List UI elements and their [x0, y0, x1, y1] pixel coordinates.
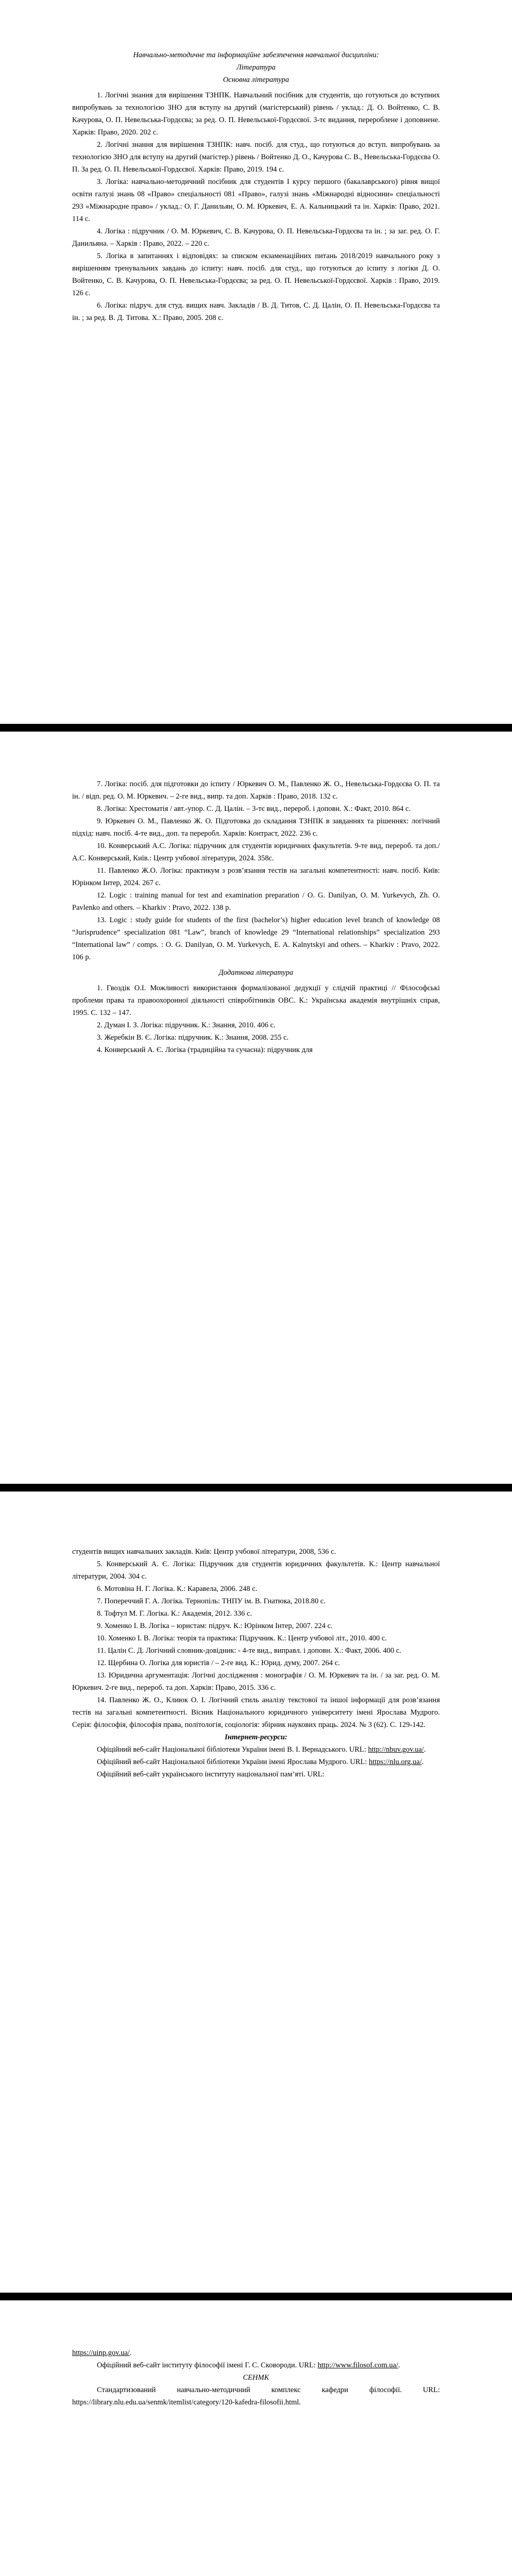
additional-lit-item: 8. Тофтул М. Г. Логіка. К.: Академія, 2012. 336 с. — [97, 1609, 252, 1618]
internet-resource-continuation: https://uinp.gov.ua/. — [72, 2349, 132, 2357]
additional-lit-continuation: студентів вищих навчальних закладів. Київ: Центр учбової літератури, 2008, 536 с. — [72, 1548, 336, 1556]
additional-lit-item: 12. Щербина О. Логіка для юристів / – 2-ге вид. К.: Юрид. думу, 2007. 264 с. — [97, 1659, 340, 1667]
internet-resource-link[interactable]: https://nlu.org.ua/ — [369, 1758, 422, 1766]
section-title: Література — [236, 63, 276, 72]
senmk-title: СЕНМК — [243, 2374, 269, 2382]
internet-resource-link[interactable]: https://uinp.gov.ua/ — [72, 2349, 130, 2357]
internet-resource-link[interactable]: http://www.filosof.com.ua/ — [317, 2361, 399, 2369]
additional-lit-item: 3. Жеребкін В. Є. Логіка: підручник. К.: Знання, 2008. 255 с. — [97, 1033, 289, 1042]
page-2 — [0, 732, 512, 1484]
main-lit-item: 11. Павленко Ж.О. Логіка: практикум з розв’язання тестів на загальні компетентності: навч. посіб. Київ: Юрінком Інтер, 2024. 267 с. — [72, 867, 440, 887]
main-lit-item: 12. Logic : training manual for test and examination preparation / O. G. Danilyan, O. M. Yurkevych, Zh. O. Pavlenko and others. – Kharkiv : Pravo, 2022. 138 p. — [72, 891, 440, 912]
additional-lit-item: 1. Гвоздік О.І. Можливості використання формалізованої дедукції у слідчій практиці // Філософські проблеми права та правоохоронної діяльності співробітників ОВС. К.: Українська академія внутрішніх справ, 1995. С. 132 – 147. — [72, 984, 440, 1017]
page-4 — [0, 2300, 512, 2576]
internet-resource: Офіційний веб-сайт Національної бібліотеки України імені В. І. Вернадського. URL: http://nbuv.gov.ua/. — [97, 1745, 426, 1754]
internet-resource — [72, 1768, 440, 1781]
page-separator-3 — [0, 2293, 512, 2300]
internet-resource: Офіційний веб-сайт інституту філософії імені Г. С. Сковороди. URL: http://www.filosof.com.ua/. — [97, 2361, 400, 2369]
main-lit-item: 6. Логіка: підруч. для студ. вищих навч. Закладів / В. Д. Титов, С. Д. Цалін, О. П. Невельська-Гордєєва та ін. ; за ред. В. Д. Титова. Х.: Право, 2005. 208 с. — [72, 301, 440, 322]
main-lit-item: 10. Конверський А.С. Логіка: підручник для студентів юридичних факультетів. 9-те вид, перероб. та доп./ А.С. Конверський, Київ.: Центр учбової літератури, 2024. 358с. — [72, 842, 440, 862]
additional-lit-item: 13. Юридична аргументація: Логічні дослідження : монографія / О. М. Юркевич та ін. / за заг. ред. О. М. Юркевич. 2-ге вид., перероб. та доп. Харків: Право, 2015. 336 с. — [72, 1671, 440, 1692]
additional-lit-item: 4. Конверський А. Є. Логіка (традиційна та сучасна): підручник для — [97, 1046, 313, 1054]
additional-lit-item: 14. Павленко Ж. О., Клиюк О. І. Логічний стиль аналізу текстової та іншої інформації для розв’язання тестів на загальні компетентності. Вісник Національного юридичного університету імені Ярослава Мудрого. Серія: філософія, філософія права, політологія, соціологія: збірник наукових праць. 2024. № 3 (62). С. 129-142. — [72, 1696, 440, 1729]
page-1 — [0, 0, 512, 724]
page-separator-1 — [0, 724, 512, 732]
additional-lit-item: 10. Хоменко І. В. Логіка: теорія та практика: Підручник. К.: Центр учбової літ., 2010. 400 с. — [97, 1634, 387, 1642]
additional-lit-item: 5. Конверський А. Є. Логіка: Підручник для студентів юридичних факультетів. К.: Центр навчальної літератури, 2004. 304 с. — [72, 1560, 440, 1581]
additional-lit-item: 7. Попереччий Г. А. Логіка. Тернопіль: ТНПУ ім. В. Гнатюка, 2018.80 с. — [97, 1597, 326, 1605]
internet-resource-text: Офіційний веб-сайт Національної бібліотеки України імені В. І. Вернадського. URL: — [97, 1745, 368, 1754]
main-lit-item: 3. Логіка: навчально-методичний посібник для студентів І курсу першого (бакалаврського) рівня вищої освіти галузі знань 08 «Право» спеціальності 081 «Право», галузі знань «Міжнародні відносини» спеціальності 293 «Міжнародне право» / уклад.: О. Г. Данильян, О. М. Юркевич, Е. А. Кальницький та ін. Харків: Право, 2021. 114 с. — [72, 178, 440, 223]
internet-resource: Офіційний веб-сайт Національної бібліотеки України імені Ярослава Мудрого. URL: https://nlu.org.ua/. — [97, 1758, 424, 1766]
page-separator-2 — [0, 1484, 512, 1492]
internet-resource-link[interactable]: http://nbuv.gov.ua/ — [368, 1745, 424, 1754]
main-lit-item: 13. Logic : study guide for students of the first (bachelor’s) higher education level branch of knowledge 08 “Jurisprudence” specialization 081 “Law”, branch of knowledge 29 “International relationships” specialization 293 “International law” / comps. : O. G. Danilyan, O. M. Yurkevych, E. A. Kalnytskyi and others. – Kharkiv : Pravo, 2022. 106 p. — [72, 916, 440, 961]
main-lit-item: 4. Логіка : підручник / О. М. Юркевич, С. В. Качурова, О. П. Невельська-Гордєєва та ін. ; за заг. ред. О. Г. Данильяна. – Харків : Право, 2022. – 220 с. — [72, 227, 440, 248]
internet-resources-title: Інтернет-ресурси: — [225, 1733, 287, 1741]
main-lit-item: 7. Логіка: посіб. для підготовки до іспиту / Юркевич О. М., Павленко Ж. О., Невельська-Гордєєва О. П. та ін. / відп. ред. О. М. Юркевич. – 2-ге вид., випр. та доп. Харків : Право, 2018. 132 с. — [72, 780, 440, 801]
additional-lit-item: 9. Хоменко І. В. Логіка – юристам: підруч. К.: Юрінком Інтер, 2007. 224 с. — [97, 1622, 333, 1630]
additional-lit-title: Додаткова література — [218, 969, 294, 977]
internet-resource-text: Офіційний веб-сайт українського інституту національної пам’яті. URL: — [97, 1770, 325, 1778]
main-lit-item: 9. Юркевич О. М., Павленко Ж. О. Підготовка до складання ТЗНПК в завданнях та рішеннях: логічний підхід: навч. посіб. 4-те вид., доп. та переробл. Харків: Контраст, 2022. 236 с. — [72, 817, 440, 838]
additional-lit-item: 2. Думан І. З. Логіка: підручник. К.: Знання, 2010. 406 с. — [97, 1021, 276, 1029]
senmk-text: Стандартизований навчально-методичний комплекс кафедри філософії. URL: https://library.nlu.edu.ua/senmk/itemlist/category/120-kafedra-filosofii.html. — [72, 2386, 440, 2406]
additional-lit-item: 6. Мотовіна Н. Г. Логіка. К.: Каравела, 2006. 248 с. — [97, 1585, 258, 1593]
internet-resource-text: Офіційний веб-сайт інституту філософії імені Г. С. Сковороди. URL: — [97, 2361, 318, 2369]
additional-lit-item: 11. Цалін С. Д. Логічний словник-довідник: - 4-те вид., виправл. і доповн. Х.: Факт, 2006. 400 с. — [97, 1647, 401, 1655]
page-3 — [0, 1492, 512, 2293]
header-caption: Навчально-методичне та інформаційне забезпечення навчальної дисципліни: — [133, 51, 379, 59]
main-lit-item: 8. Логіка: Хрестоматія / авт.-упор. С. Д. Цалін. – 3-тє вид., перероб. і доповн. Х.: Факт, 2010. 864 с. — [97, 805, 411, 813]
subsection-title: Основна література — [223, 76, 289, 84]
main-lit-item: 5. Логіка в запитаннях і відповідях: за списком екзаменаційних питань 2018/2019 навчального року з вирішенням тренувальних завдань до іспиту: навч. посіб. для студ., що готуються до іспиту з логіки Д. О. Войтенко, С. В. Качурова, О. П. Невельська-Гордєєва; за ред. О. П. Невельської-Гордєєвої. Харків : Право, 2019. 126 с. — [72, 252, 440, 297]
main-lit-item: 1. Логічні знання для вирішення ТЗНПК. Навчальний посібник для студентів, що готуються до вступних випробувань за технологією ЗНО для вступу на другий (магістерський) рівень / уклад.: Д. О. Войтенко, С. В. Качурова, О. П. Невельська-Гордєєва; за ред. О. П. Невельської-Гордєєвої. 3-тє видання, перероблене і доповнене. Харків: Право, 2020. 202 с. — [72, 91, 440, 137]
main-lit-item: 2. Логічні знання для вирішення ТЗНПК: навч. посіб. для студ., що готуються до вступ. випробувань за технологією ЗНО для вступу на другий (магістер.) рівень / Войтенко Д. О., Качурова С. В., Невельська-Гордєєва О. П. За ред. О. П. Невельської-Гордєєвої. Харків: Право, 2019. 194 с. — [72, 141, 440, 174]
internet-resource-text: Офіційний веб-сайт Національної бібліотеки України імені Ярослава Мудрого. URL: — [97, 1758, 369, 1766]
